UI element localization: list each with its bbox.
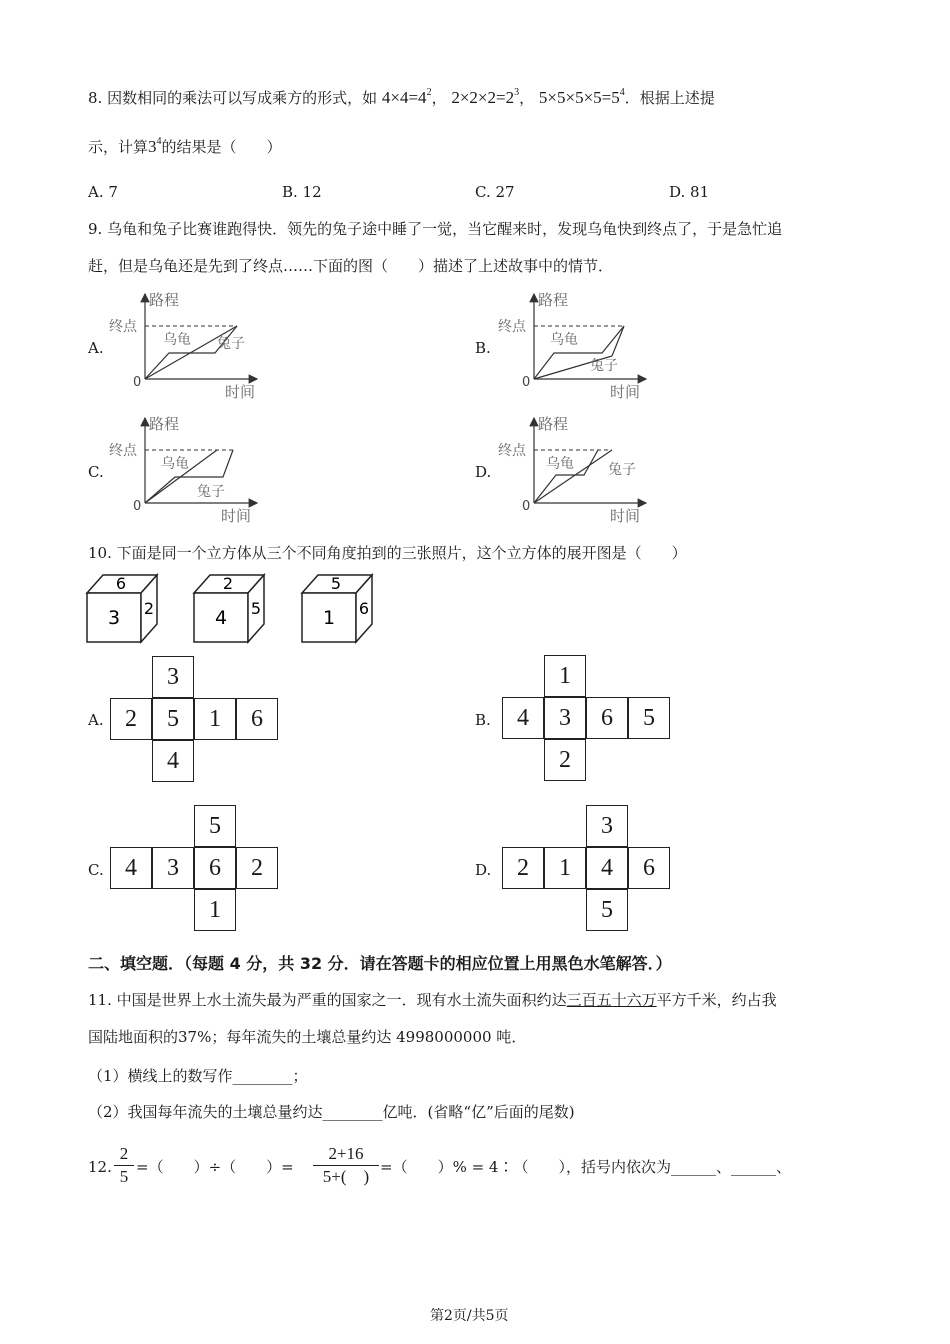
q8-example-2: $2\times 2\times 2=2^3$ (451, 87, 520, 107)
q8-power: $3^4$ (148, 136, 162, 156)
section-2-heading: 二、填空题．（每题 4 分，共 32 分．请在答题卡的相应位置上用黑色水笔解答．） (88, 954, 672, 973)
net-cell: 4 (586, 847, 628, 889)
page-footer: 第2页/共5页 (430, 1308, 509, 1324)
net-cell: 4 (152, 740, 194, 782)
graph-turtle-label: 乌龟 (163, 332, 191, 348)
net-cell: 6 (628, 847, 670, 889)
svg-text:2: 2 (143, 599, 155, 618)
svg-text:兔子: 兔子 (590, 358, 618, 374)
q9-option-d-label[interactable]: D. (475, 463, 492, 481)
net-cell: 1 (544, 655, 586, 697)
svg-text:0: 0 (522, 499, 531, 514)
net-cell: 5 (152, 698, 194, 740)
svg-text:时间: 时间 (221, 507, 252, 524)
svg-text:3: 3 (107, 607, 121, 629)
q8-line2: 示，计算$3^4$的结果是（ ） (88, 136, 282, 156)
net-cell: 3 (544, 697, 586, 739)
net-cell: 2 (110, 698, 152, 740)
svg-text:乌龟: 乌龟 (550, 332, 578, 348)
svg-text:路程: 路程 (538, 291, 569, 309)
svg-text:乌龟: 乌龟 (546, 456, 574, 472)
svg-text:路程: 路程 (538, 415, 569, 433)
graph-finish-label: 终点 (109, 319, 137, 335)
net-cell: 6 (586, 697, 628, 739)
q8-example-3: $5\times 5\times 5\times 5=5^4$ (538, 87, 625, 107)
graph-origin-label: 0 (133, 375, 142, 390)
svg-text:兔子: 兔子 (197, 484, 225, 500)
svg-text:时间: 时间 (610, 507, 641, 524)
net-cell: 1 (194, 889, 236, 931)
q11-sub1: （1）横线上的数写作________； (88, 1067, 308, 1085)
q10-option-c-label[interactable]: C. (88, 861, 104, 879)
svg-text:终点: 终点 (498, 443, 526, 459)
q11-line2: 国陆地面积的37%；每年流失的土壤总量约达 4998000000 吨． (88, 1028, 527, 1046)
q9-option-b-label[interactable]: B. (475, 339, 491, 357)
net-cell: 2 (236, 847, 278, 889)
q8-example-1: $4\times 4=4^2$ (381, 87, 432, 107)
q12-middle-2: =（ ）% = 4∶（ ），括号内依次为______、______、 (380, 1158, 791, 1176)
svg-text:时间: 时间 (610, 383, 641, 400)
net-cell: 1 (544, 847, 586, 889)
svg-text:终点: 终点 (109, 443, 137, 459)
q10-option-b-label[interactable]: B. (475, 711, 491, 729)
svg-text:乌龟: 乌龟 (161, 456, 189, 472)
net-cell: 5 (628, 697, 670, 739)
net-cell: 4 (502, 697, 544, 739)
svg-text:4: 4 (214, 607, 228, 629)
q12-middle-1: =（ ）÷（ ）= (136, 1158, 294, 1176)
net-cell: 1 (194, 698, 236, 740)
svg-text:6: 6 (115, 574, 127, 593)
svg-text:兔子: 兔子 (608, 462, 636, 478)
svg-text:0: 0 (133, 499, 142, 514)
q10-option-d-label[interactable]: D. (475, 861, 492, 879)
svg-text:终点: 终点 (498, 319, 526, 335)
q8-option-a[interactable]: A. 7 (88, 183, 118, 201)
q9-option-c-label[interactable]: C. (88, 463, 104, 481)
q9-line2: 赶，但是乌龟还是先到了终点……下面的图（ ）描述了上述故事中的情节． (88, 257, 614, 275)
q9-line1: 9. 乌龟和兔子比赛谁跑得快．领先的兔子途中睡了一觉，当它醒来时，发现乌龟快到终点了，于是急忙追 (88, 220, 783, 238)
q11-underlined-number: 三百五十六万 (566, 991, 657, 1009)
q9-graph-b (494, 288, 664, 400)
svg-text:1: 1 (322, 607, 336, 629)
net-cell: 6 (194, 847, 236, 889)
q12-fraction-2: 2+16 5+( ) (313, 1144, 379, 1187)
q11-line1: 11. 中国是世界上水土流失最为严重的国家之一．现有水土流失面积约达三百五十六万平方千米，约占我 (88, 991, 777, 1009)
net-cell: 3 (152, 847, 194, 889)
q9-graph-d (494, 412, 664, 524)
net-cell: 5 (194, 805, 236, 847)
q8-line1: 8. 因数相同的乘法可以写成乘方的形式，如 $4\times 4=4^2$， $2\times 2\times 2=2^3$， $5\times 5\times 5\times 5=5^4$．根据上述提 (88, 87, 715, 107)
q8-option-c[interactable]: C. 27 (475, 183, 515, 201)
q12-fraction-1: 2 5 (114, 1144, 134, 1187)
q9-graph-c (105, 412, 275, 524)
svg-text:路程: 路程 (149, 415, 180, 433)
q9-option-a-label[interactable]: A. (88, 339, 104, 357)
svg-text:2: 2 (222, 574, 234, 593)
graph-rabbit-label: 兔子 (217, 336, 245, 352)
q12-number: 12. (88, 1158, 112, 1176)
net-cell: 3 (586, 805, 628, 847)
net-cell: 6 (236, 698, 278, 740)
net-cell: 3 (152, 656, 194, 698)
svg-text:0: 0 (522, 375, 531, 390)
q11-sub2: （2）我国每年流失的土壤总量约达________亿吨．(省略“亿”后面的尾数) (88, 1103, 575, 1121)
q8-option-d[interactable]: D. 81 (669, 183, 710, 201)
q9-graph-a (105, 288, 275, 400)
q10-option-a-label[interactable]: A. (88, 711, 104, 729)
q10-stem: 10. 下面是同一个立方体从三个不同角度拍到的三张照片，这个立方体的展开图是（ ） (88, 544, 687, 562)
q10-cube-3 (300, 571, 380, 645)
svg-text:5: 5 (330, 574, 342, 593)
net-cell: 4 (110, 847, 152, 889)
graph-x-label: 时间 (225, 383, 256, 400)
q10-cube-1 (85, 571, 165, 645)
net-cell: 5 (586, 889, 628, 931)
net-cell: 2 (544, 739, 586, 781)
q8-option-b[interactable]: B. 12 (282, 183, 322, 201)
svg-text:5: 5 (250, 599, 262, 618)
q10-cube-2 (192, 571, 272, 645)
net-cell: 2 (502, 847, 544, 889)
svg-text:6: 6 (358, 599, 370, 618)
graph-y-label: 路程 (149, 291, 180, 309)
